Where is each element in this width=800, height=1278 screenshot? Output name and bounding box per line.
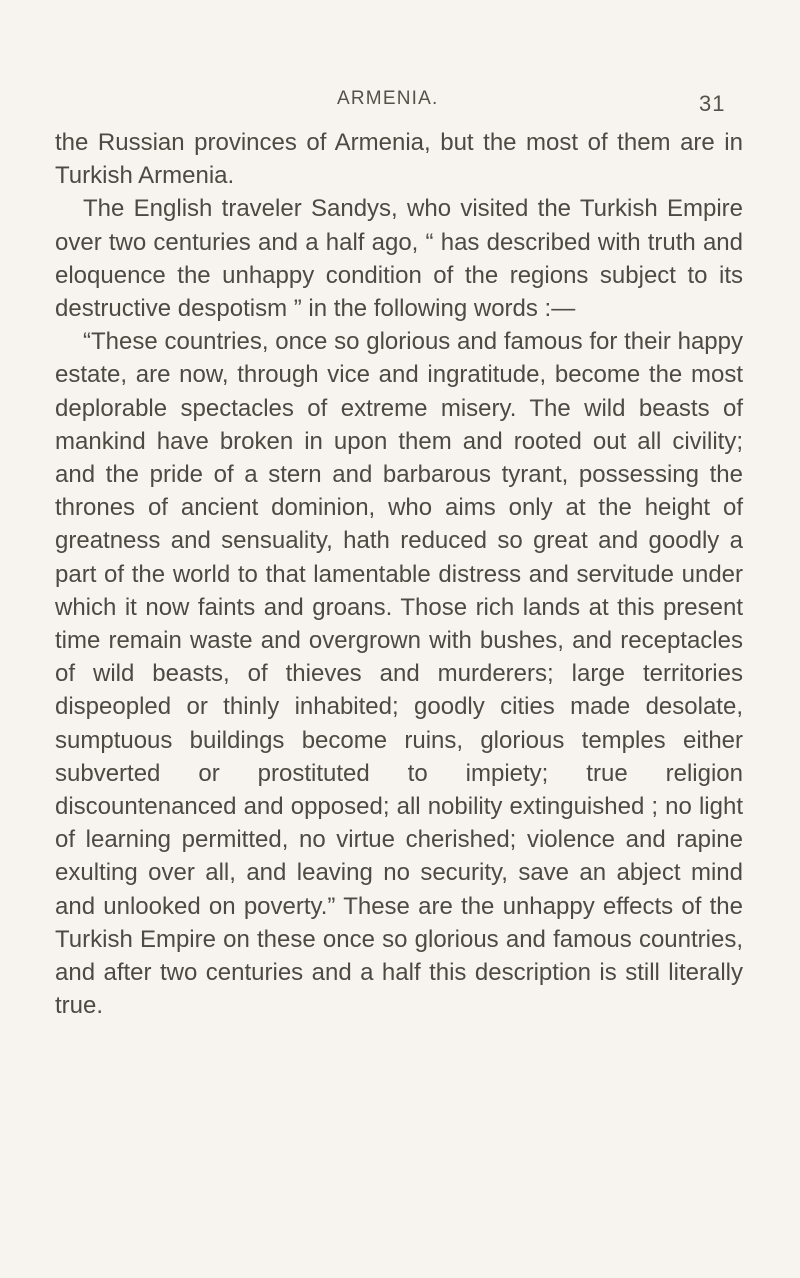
paragraph: The English traveler Sandys, who visited the Turkish Empire over two centuries and a half ago, “ has described with truth and eloquence the unhappy condition of the regions subject to its destructive despotism ” in the following words :— [55,195,743,323]
running-head [0,88,800,118]
paragraph: the Russian provinces of Armenia, but the most of them are in Turkish Armenia. [55,129,743,190]
body-text [55,126,743,1022]
running-head-title: ARMENIA. [337,88,439,109]
page-number: 31 [699,91,726,116]
quoted-paragraph: “These countries, once so glorious and famous for their happy estate, are now, through vice and ingratitude, become the most deplorable spectacles of extreme misery. The wild beasts of mankind have broken in upon them and rooted out all civility; and the pride of a stern and barbarous tyrant, possessing the thrones of ancient dominion, who aims only at the height of greatness and sensuality, hath reduced so great and goodly a part of the world to that lamentable distress and servitude under which it now faints and groans. Those rich lands at this present time remain waste and overgrown with bushes, and receptacles of wild beasts, of thieves and murderers; large territories dispeopled or thinly inhabited; goodly cities made desolate, sumptuous buildings become ruins, glorious temples either subverted or prostituted to impiety; true religion discountenanced and opposed; all nobility extinguished ; no light of learning permitted, no virtue cherished; violence and rapine exulting over all, and leaving no security, save an abject mind and unlooked on poverty.” These are the unhappy effects of the Turkish Empire on these once so glorious and famous countries, and after two centuries and a half this description is still literally true. [55,328,743,1020]
